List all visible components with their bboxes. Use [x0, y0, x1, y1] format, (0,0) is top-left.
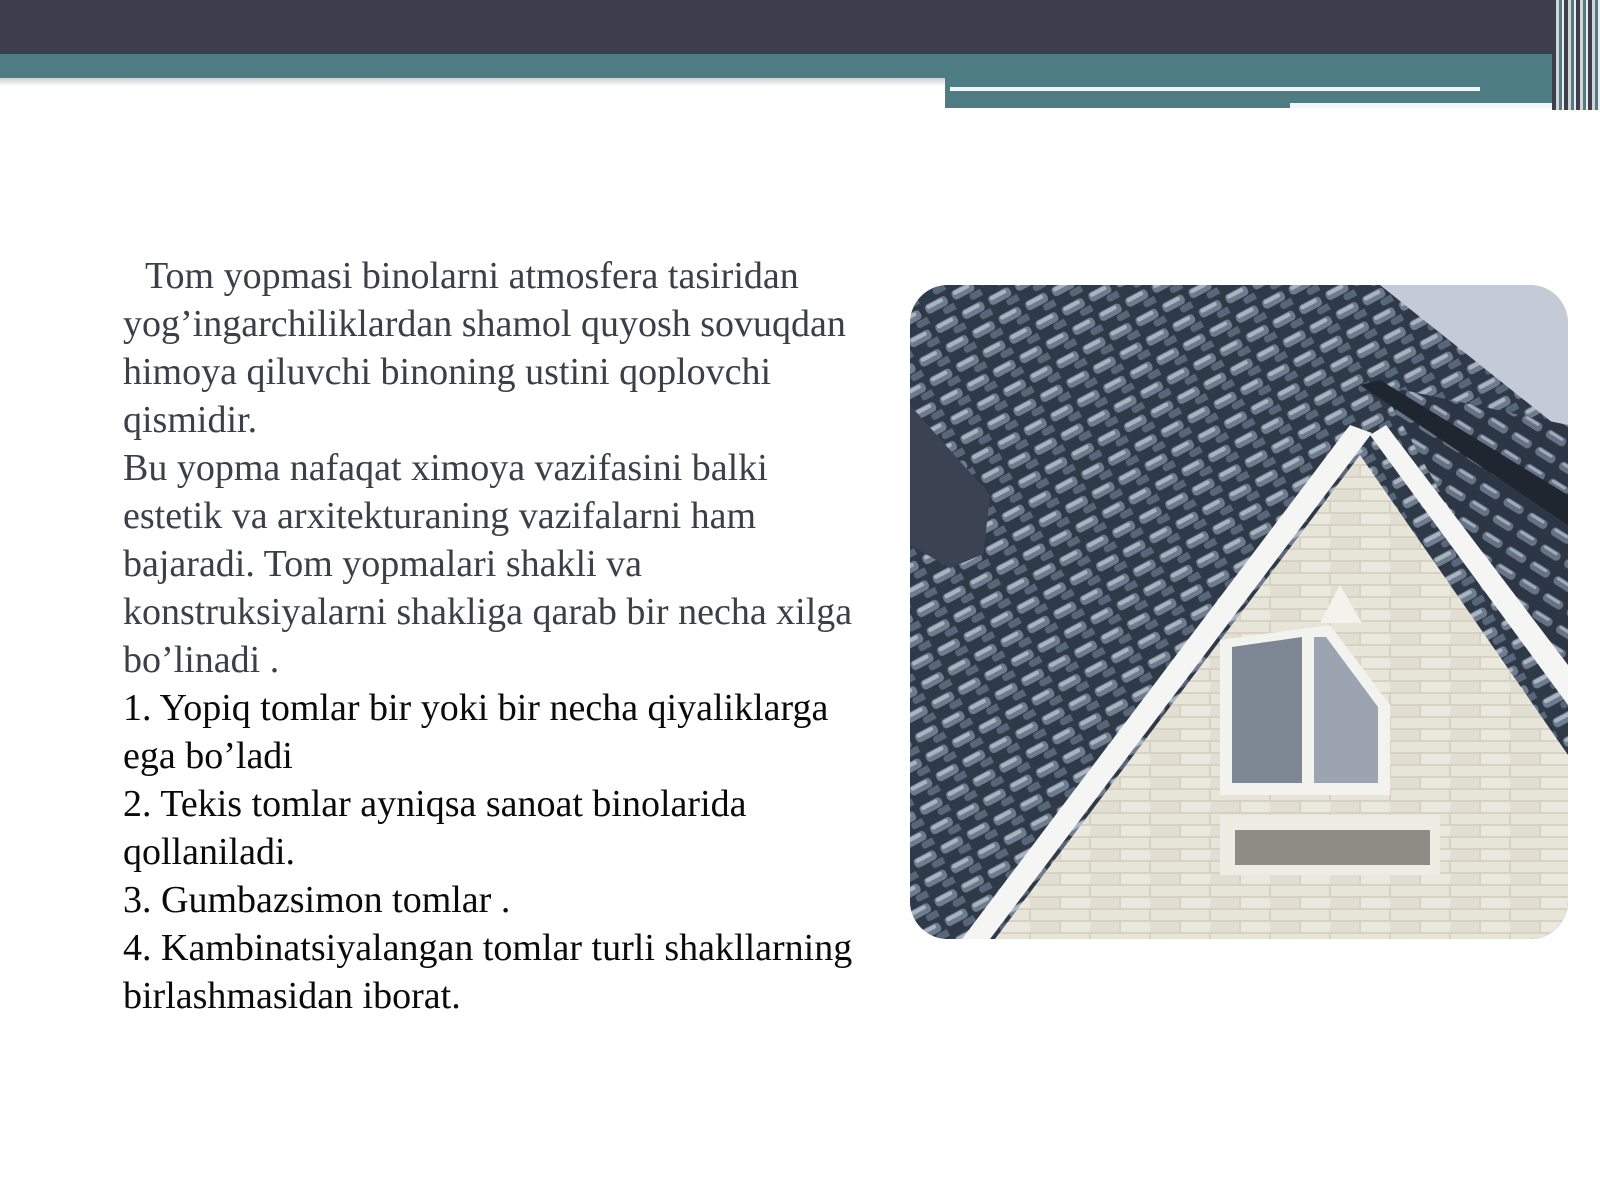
header-accent-line-2 [1290, 103, 1570, 108]
list-item: 3. Gumbazsimon tomlar . [123, 879, 511, 921]
list-item: 2. Tekis tomlar ayniqsa sanoat binolarida qollaniladi. [123, 783, 747, 873]
list-item: 1. Yopiq tomlar bir yoki bir necha qiyaliklarga ega bo’ladi [123, 687, 829, 777]
header-accent-line [950, 87, 1480, 91]
slide-body [123, 252, 863, 1020]
roof-photo [910, 285, 1568, 939]
list-item: 4. Kambinatsiyalangan tomlar turli shakllarning birlashmasidan iborat. [123, 927, 853, 1017]
header-dark-bar [0, 0, 1600, 54]
intro-paragraph: Tom yopmasi binolarni atmosfera tasiridan yog’ingarchiliklardan shamol quyosh sovuqdan himoya qiluvchi binoning ustini qoplovchi qismidir. [123, 255, 846, 441]
intro-paragraph-2: Bu yopma nafaqat ximoya vazifasini balki estetik va arxitekturaning vazifalarni ham bajaradi. Tom yopmalari shakli va konstruksiyalarni shakliga qarab bir necha xilga bo’linadi . [123, 447, 853, 681]
header-stripes [1552, 0, 1600, 110]
header-shadow [0, 78, 945, 86]
header-teal-bar [0, 54, 1600, 78]
